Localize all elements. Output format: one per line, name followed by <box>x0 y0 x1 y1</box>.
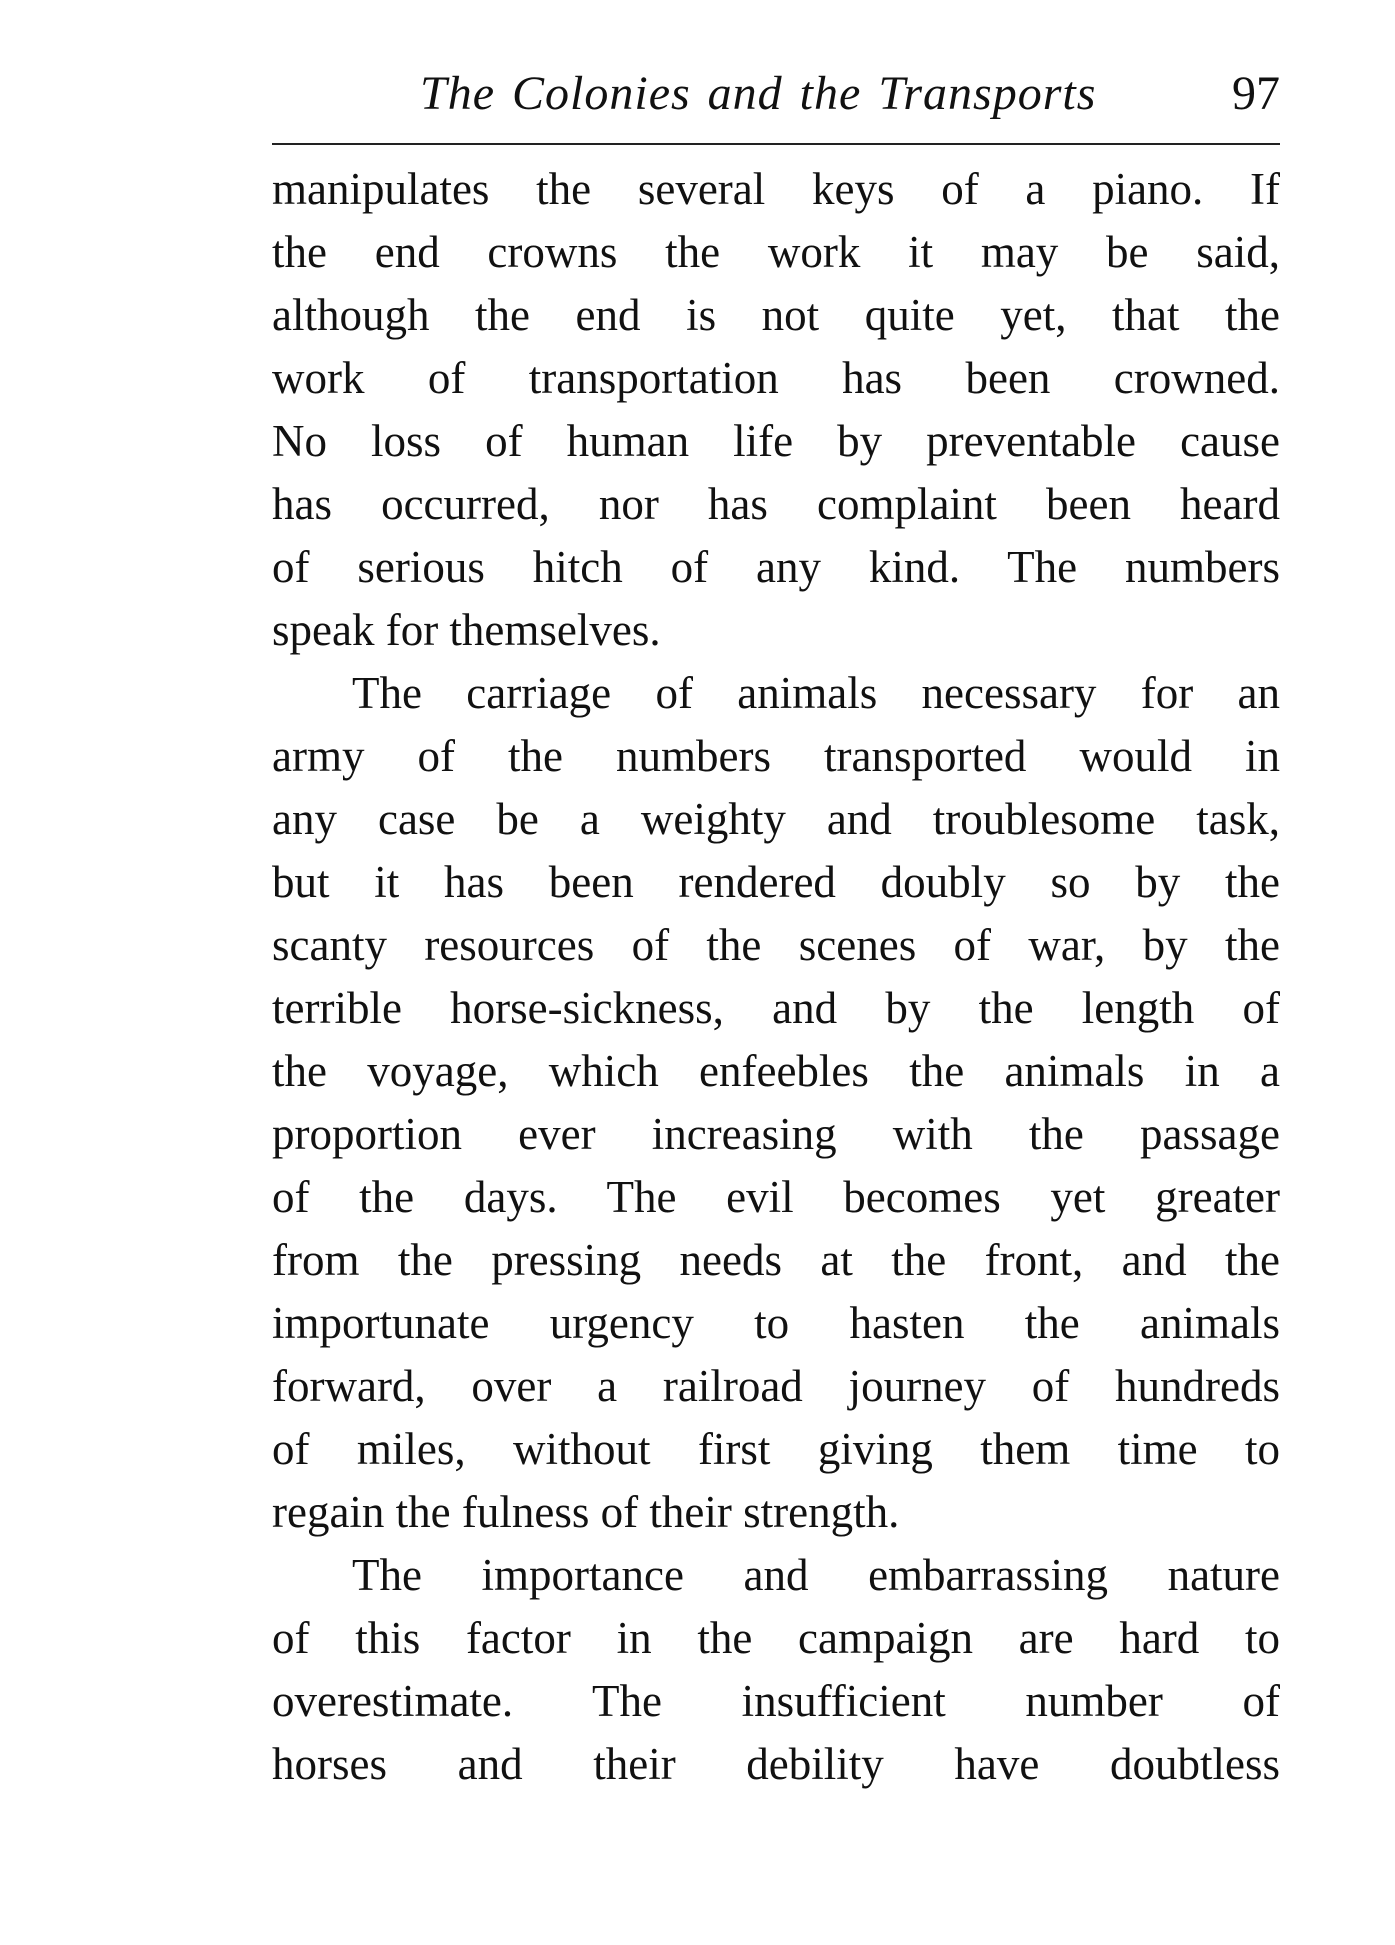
text-line: from the pressing needs at the front, and the <box>272 1235 1280 1285</box>
text-line: terrible horse-sickness, and by the length of <box>272 983 1280 1033</box>
text-line: any case be a weighty and troublesome task, <box>272 794 1280 844</box>
text-line: the end crowns the work it may be said, <box>272 227 1280 277</box>
page-number: 97 <box>1232 67 1280 120</box>
text-line: The carriage of animals necessary for an <box>352 668 1280 718</box>
paragraph <box>272 1544 1280 1796</box>
running-head <box>272 58 1280 138</box>
running-title: The Colonies and the Transports <box>420 67 1097 120</box>
text-line: although the end is not quite yet, that the <box>272 290 1280 340</box>
text-line: of the days. The evil becomes yet greater <box>272 1172 1280 1222</box>
text-line: horses and their debility have doubtless <box>272 1739 1280 1789</box>
text-line: speak for themselves. <box>272 605 661 655</box>
text-line: regain the fulness of their strength. <box>272 1487 900 1537</box>
paragraph <box>272 158 1280 662</box>
text-line: forward, over a railroad journey of hundreds <box>272 1361 1280 1411</box>
text-line: army of the numbers transported would in <box>272 731 1280 781</box>
text-line: proportion ever increasing with the passage <box>272 1109 1280 1159</box>
text-line: of miles, without first giving them time to <box>272 1424 1280 1474</box>
text-line: but it has been rendered doubly so by the <box>272 857 1280 907</box>
text-line: No loss of human life by preventable cause <box>272 416 1280 466</box>
text-line: The importance and embarrassing nature <box>352 1550 1280 1600</box>
text-line: work of transportation has been crowned. <box>272 353 1280 403</box>
text-line: overestimate. The insufficient number of <box>272 1676 1280 1726</box>
text-line: scanty resources of the scenes of war, by the <box>272 920 1280 970</box>
header-rule <box>272 143 1280 145</box>
text-line: importunate urgency to hasten the animals <box>272 1298 1280 1348</box>
text-line: of this factor in the campaign are hard to <box>272 1613 1280 1663</box>
text-line: of serious hitch of any kind. The numbers <box>272 542 1280 592</box>
body-text <box>272 158 1280 1796</box>
text-line: has occurred, nor has complaint been heard <box>272 479 1280 529</box>
paragraph <box>272 662 1280 1544</box>
text-line: manipulates the several keys of a piano. If <box>272 164 1280 214</box>
text-line: the voyage, which enfeebles the animals in a <box>272 1046 1280 1096</box>
